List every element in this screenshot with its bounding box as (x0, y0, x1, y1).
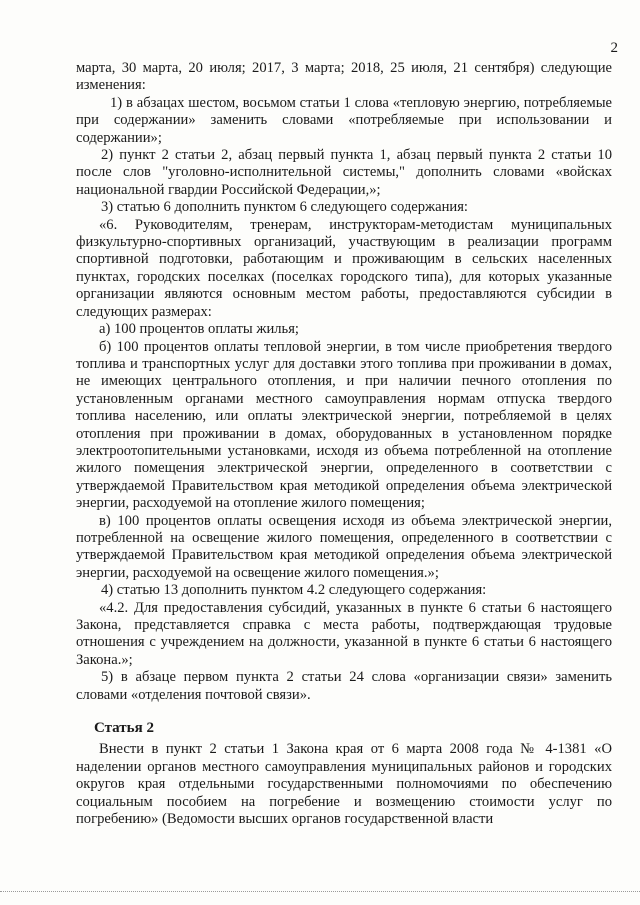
paragraph-point-6: «6. Руководителям, тренерам, инструкторам-методистам муниципальных физкультурно-спортивных организаций, участвующим в реализации программ спортивной подготовки, работающим и проживающим в сельских населенных пунктах, городских поселках (поселках городского типа), для которых указанные организации являются основным местом работы, предоставляются субсидии в следующих размерах: (76, 216, 612, 320)
paragraph-item-1: 1) в абзацах шестом, восьмом статьи 1 слова «тепловую энергию, потребляемые при содержании» заменить словами «потребляемые при использовании и содержании»; (76, 94, 612, 146)
paragraph-intro: марта, 30 марта, 20 июля; 2017, 3 марта; 2018, 25 июля, 21 сентября) следующие изменения: (76, 60, 612, 94)
paragraph-subitem-a: а) 100 процентов оплаты жилья; (99, 321, 299, 338)
section-spacer (76, 704, 612, 720)
article-2-text: Внести в пункт 2 статьи 1 Закона края от 6 марта 2008 года № 4-1381 «О наделении органов местного самоуправления муниципальных районов и городских округов края отдельными государственными полномочиями по обеспечению социальным пособием на погребение и возмещению стоимости услуг по погребению» (Ведомости высших органов государственной власти (76, 741, 612, 828)
paragraph-item-2: 2) пункт 2 статьи 2, абзац первый пункта 1, абзац первый пункта 2 статьи 10 после слов "уголовно-исполнительной системы," дополнить словами «войсках национальной гвардии Российской Федерации,»; (76, 147, 612, 198)
paragraph-subitem-v: в) 100 процентов оплаты освещения исходя из объема электрической энергии, потребленной на освещение жилого помещения, определенного в соответствии с утверждаемой Правительством края методикой определения объема электрической энергии, расходуемой на освещение жилого помещения.»; (76, 512, 612, 581)
paragraph-item-3: 3) статью 6 дополнить пунктом 6 следующего содержания: (101, 199, 468, 216)
page-bottom-edge (0, 891, 640, 892)
paragraph-point-4-2: «4.2. Для предоставления субсидий, указанных в пункте 6 статьи 6 настоящего Закона, представляется справка с места работы, подтверждающая трудовые отношения с учреждением на должности, указанной в пункте 6 статьи 6 настоящего Закона.»; (76, 599, 612, 668)
paragraph-item-4: 4) статью 13 дополнить пунктом 4.2 следующего содержания: (101, 582, 487, 599)
paragraph-item-5: 5) в абзаце первом пункта 2 статьи 24 слова «организации связи» заменить словами «отделения почтовой связи». (76, 669, 612, 703)
document-body (76, 60, 612, 828)
page-number: 2 (610, 40, 618, 56)
article-2-title: Статья 2 (94, 720, 154, 737)
paragraph-subitem-b: б) 100 процентов оплаты тепловой энергии, в том числе приобретения твердого топлива и транспортных услуг для доставки этого топлива при проживании в домах, не имеющих центрального отопления, и при наличии печного отопления по установленным органами местного самоуправления нормам отпуска твердого топлива населению, или оплаты электрической энергии, потребляемой в целях отопления при проживании в домах, оборудованных в установленном порядке электроотопительными установками, исходя из объема потребленной на отопление жилого помещения электрической энергии, определенного в соответствии с утверждаемой Правительством края методикой определения объема электрической энергии, расходуемой на отопление жилого помещения; (76, 338, 612, 512)
